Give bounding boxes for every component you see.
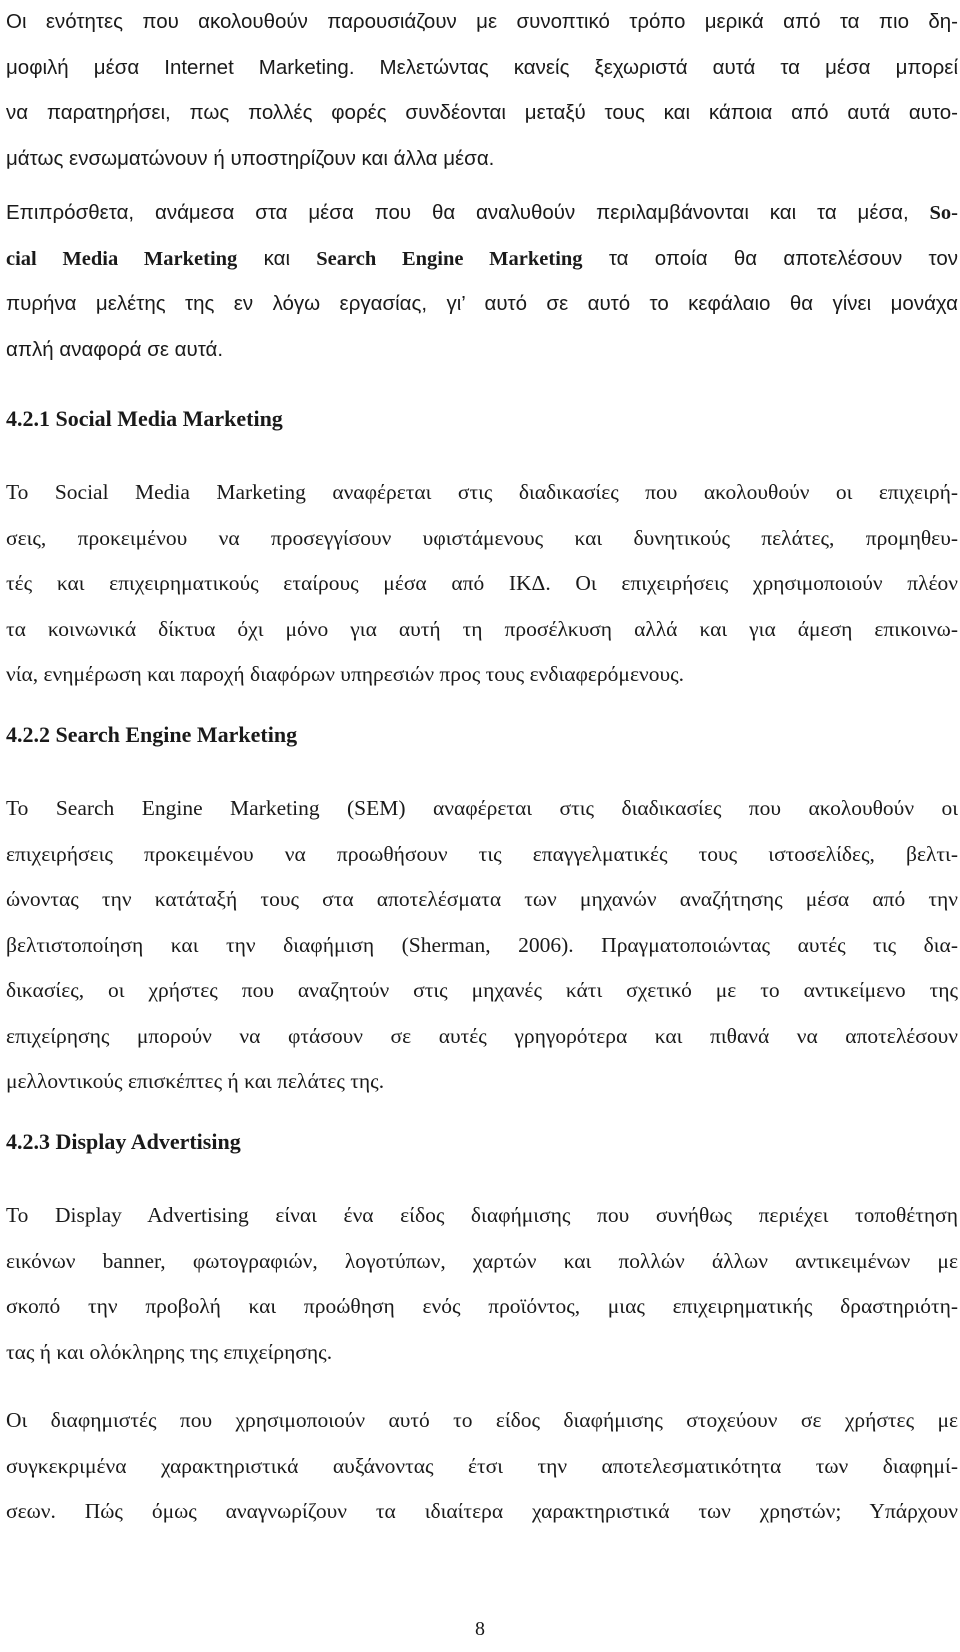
text-line: μάτως ενσωματώνουν ή υποστηρίζουν και άλλα μέσα. <box>6 146 495 170</box>
text-line: σεων. Πώς όμως αναγνωρίζουν τα ιδιαίτερα χαρακτηριστικά των χρηστών; Υπάρχουν <box>6 1499 958 1523</box>
text-line: σκοπό την προβολή και προώθηση ενός προϊόντος, μιας επιχειρηματικής δραστηριότη- <box>6 1294 958 1318</box>
section-paragraph <box>6 1193 958 1375</box>
section-paragraph <box>6 470 958 698</box>
bold-term: Search Engine Marketing <box>316 247 583 270</box>
text-line: μελλοντικούς επισκέπτες ή και πελάτες της. <box>6 1069 385 1093</box>
text-line: απλή αναφορά σε αυτά. <box>6 337 224 361</box>
text-line: επιχείρησης μπορούν να φτάσουν σε αυτές γρηγορότερα και πιθανά να αποτελέσουν <box>6 1023 958 1048</box>
bold-term: So- <box>929 202 958 224</box>
section-paragraph <box>6 786 958 1105</box>
text-run: Επιπρόσθετα, ανάμεσα στα μέσα που θα αναλυθούν περιλαμβάνονται και τα μέσα, <box>6 201 909 224</box>
text-line: μοφιλή μέσα Internet Marketing. Μελετώντας κανείς ξεχωριστά αυτά τα μέσα μπορεί <box>6 55 958 79</box>
text-line: σεις, προκειμένου να προσεγγίσουν υφιστάμενους και δυνητικούς πελάτες, προμηθευ- <box>6 525 958 550</box>
text-line: πυρήνα μελέτης της εν λόγω εργασίας, γι’ αυτό σε αυτό το κεφάλαιο θα γίνει μονάχα <box>6 292 958 315</box>
bold-term: cial Media Marketing <box>6 247 238 270</box>
text-run: και <box>263 246 290 270</box>
intro-paragraph <box>6 0 958 181</box>
text-line: να παρατηρήσει, πως πολλές φορές συνδέονται μεταξύ τους και κάποια από αυτά αυτο- <box>6 101 958 124</box>
text-line: βελτιστοποίηση και την διαφήμιση (Sherman, 2006). Πραγματοποιώντας αυτές τις δια- <box>6 932 958 957</box>
text-line: Το Search Engine Marketing (SEM) αναφέρεται στις διαδικασίες που ακολουθούν οι <box>6 796 958 820</box>
text-line: εικόνων banner, φωτογραφιών, λογοτύπων, χαρτών και πολλών άλλων αντικειμένων με <box>6 1248 958 1273</box>
text-line: συγκεκριμένα χαρακτηριστικά αυξάνοντας έτσι την αποτελεσματικότητα των διαφημί- <box>6 1453 958 1478</box>
scope-paragraph <box>6 190 958 372</box>
text-line: δικασίες, οι χρήστες που αναζητούν στις μηχανές κάτι σχετικό με το αντικείμενο της <box>6 978 958 1002</box>
text-line: Οι ενότητες που ακολουθούν παρουσιάζουν με συνοπτικό τρόπο μερικά από τα πιο δη- <box>6 10 958 33</box>
text-line: Το Social Media Marketing αναφέρεται στις διαδικασίες που ακολουθούν οι επιχειρή- <box>6 480 958 504</box>
text-line: τές και επιχειρηματικούς εταίρους μέσα από ΙΚΔ. Οι επιχειρήσεις χρησιμοποιούν πλέον <box>6 571 958 595</box>
section-heading: 4.2.1 Social Media Marketing <box>6 406 283 431</box>
text-line: Το Display Advertising είναι ένα είδος διαφήμισης που συνήθως περιέχει τοποθέτηση <box>6 1203 958 1227</box>
text-line: νία, ενημέρωση και παροχή διαφόρων υπηρεσιών προς τους ενδιαφερόμενους. <box>6 662 684 686</box>
text-run: τα οποία θα αποτελέσουν τον <box>608 246 959 270</box>
section-paragraph <box>6 1398 958 1535</box>
text-line <box>6 236 958 282</box>
section-heading: 4.2.2 Search Engine Marketing <box>6 722 298 747</box>
text-line: τας ή και ολόκληρης της επιχείρησης. <box>6 1339 333 1364</box>
text-line: Οι διαφημιστές που χρησιμοποιούν αυτό το είδος διαφήμισης στοχεύουν σε χρήστες με <box>6 1408 958 1432</box>
text-line <box>6 190 958 236</box>
text-line: επιχειρήσεις προκειμένου να προωθήσουν τις επαγγελματικές τους ιστοσελίδες, βελτι- <box>6 841 958 866</box>
page-number: 8 <box>475 1618 485 1640</box>
section-heading: 4.2.3 Display Advertising <box>6 1129 241 1154</box>
text-line: ώνοντας την κατάταξή τους στα αποτελέσματα των μηχανών αναζήτησης μέσα από την <box>6 887 958 911</box>
text-line: τα κοινωνικά δίκτυα όχι μόνο για αυτή τη προσέλκυση αλλά και για άμεση επικοινω- <box>6 616 958 641</box>
